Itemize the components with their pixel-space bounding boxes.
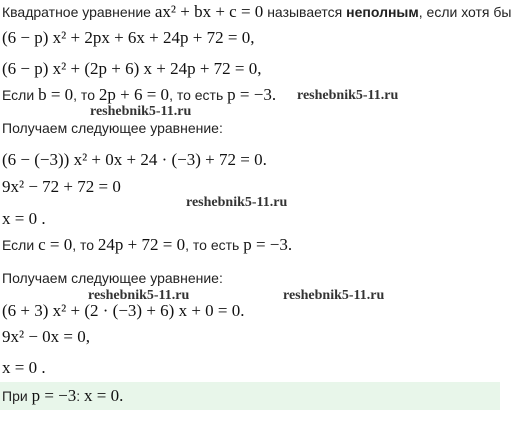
answer-line <box>2 386 123 406</box>
intro-line <box>2 2 511 22</box>
intro-text-before: Квадратное уравнение <box>2 4 155 20</box>
answer-math-2: x = 0. <box>84 386 124 405</box>
watermark: reshebnik5-11.ru <box>88 288 190 303</box>
result-label: Получаем следующее уравнение: <box>2 120 223 136</box>
case-b-math-2: 2p + 6 = 0 <box>98 85 170 104</box>
intro-bold-term: неполным <box>346 4 419 20</box>
case-b-text-3: , то есть <box>169 87 228 103</box>
equation-3: (6 − (−3)) x² + 0x + 24 · (−3) + 72 = 0. <box>2 150 267 169</box>
result-label-2: Получаем следующее уравнение: <box>2 270 223 286</box>
intro-text-middle: называется <box>263 4 347 20</box>
answer-text-2: : <box>76 388 85 404</box>
watermark: reshebnik5-11.ru <box>283 288 385 303</box>
case-c-text-1: Если <box>2 237 39 253</box>
watermark: reshebnik5-11.ru <box>90 104 192 119</box>
case-b-line <box>2 85 276 105</box>
equation-6: (6 + 3) x² + (2 · (−3) + 6) x + 0 = 0. <box>2 301 245 320</box>
case-b-text-2: , то <box>73 87 99 103</box>
case-c-math-2: 24p + 72 = 0 <box>97 235 186 254</box>
case-b-text-1: Если <box>2 87 39 103</box>
answer-text-1: При <box>2 388 32 404</box>
equation-8: x = 0 . <box>2 358 46 377</box>
intro-equation: ax² + bx + c = 0 <box>154 2 264 21</box>
equation-5: x = 0 . <box>2 209 46 228</box>
watermark: reshebnik5-11.ru <box>186 195 288 210</box>
case-c-line <box>2 235 292 255</box>
watermark: reshebnik5-11.ru <box>297 88 399 103</box>
case-b-math-1: b = 0 <box>38 85 74 104</box>
case-c-math-3: p = −3. <box>243 235 293 254</box>
equation-1: (6 − p) x² + 2px + 6x + 24p + 72 = 0, <box>2 28 255 47</box>
equation-7: 9x² − 0x = 0, <box>2 327 91 346</box>
case-b-math-3: p = −3. <box>227 85 277 104</box>
intro-text-after: , если хотя бы <box>418 4 511 20</box>
equation-2: (6 − p) x² + (2p + 6) x + 24p + 72 = 0, <box>2 59 262 78</box>
equation-4: 9x² − 72 + 72 = 0 <box>2 177 121 196</box>
case-c-text-3: , то есть <box>185 237 244 253</box>
answer-math-1: p = −3 <box>31 386 77 405</box>
case-c-math-1: c = 0 <box>38 235 73 254</box>
case-c-text-2: , то <box>72 237 98 253</box>
